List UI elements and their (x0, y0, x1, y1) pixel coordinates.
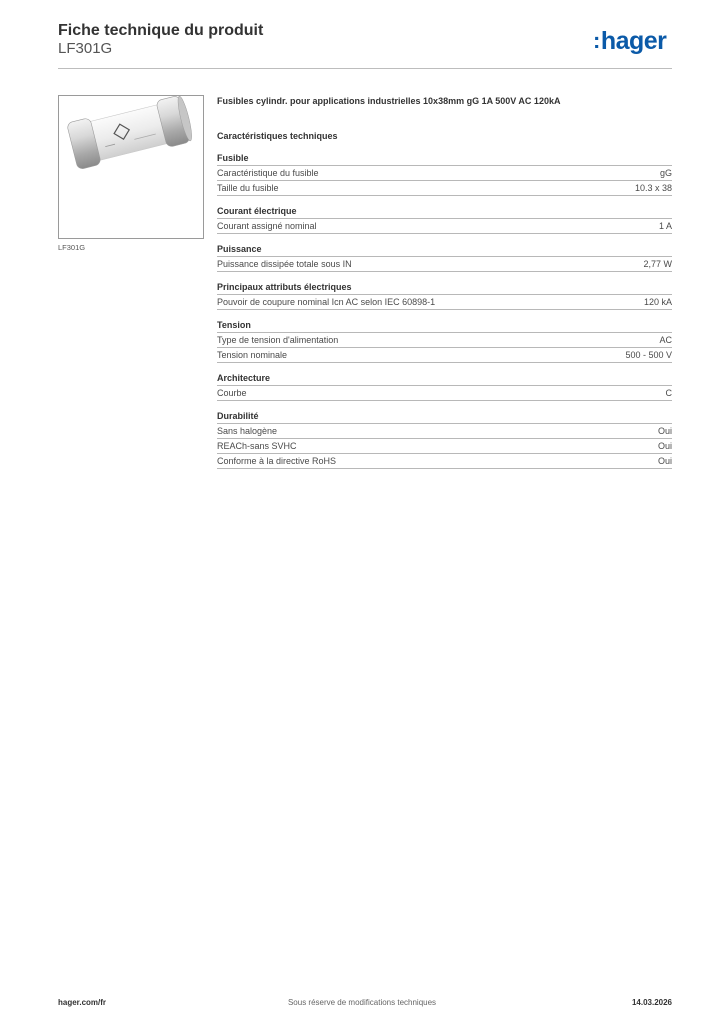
spec-section (217, 242, 672, 272)
spec-label: Puissance dissipée totale sous IN (217, 259, 352, 269)
spec-value: 120 kA (643, 297, 672, 307)
spec-row (217, 348, 672, 363)
spec-row (217, 454, 672, 469)
fuse-illustration (59, 96, 203, 238)
spec-label: Taille du fusible (217, 183, 279, 193)
footer-date: 14.03.2026 (631, 998, 672, 1007)
logo-text: hager (600, 27, 667, 55)
spec-section (217, 318, 672, 363)
spec-section (217, 371, 672, 401)
spec-section (217, 204, 672, 234)
spec-row (217, 439, 672, 454)
spec-content (217, 94, 672, 469)
footer-disclaimer: Sous réserve de modifications techniques (287, 998, 437, 1007)
product-description: Fusibles cylindr. pour applications industrielles 10x38mm gG 1A 500V AC 120kA (217, 96, 561, 106)
product-code: LF301G (58, 40, 113, 57)
spec-label: Sans halogène (217, 426, 278, 436)
page-title: Fiche technique du produit (58, 22, 264, 39)
spec-section (217, 151, 672, 196)
section-title: Puissance (217, 242, 672, 257)
section-title: Architecture (217, 371, 672, 386)
spec-row (217, 166, 672, 181)
spec-label: Type de tension d'alimentation (217, 335, 339, 345)
section-title: Tension (217, 318, 672, 333)
section-title: Principaux attributs électriques (217, 280, 672, 295)
spec-section (217, 280, 672, 310)
spec-value: 10.3 x 38 (634, 183, 672, 193)
spec-row (217, 333, 672, 348)
footer-website-link[interactable]: hager.com/fr (58, 998, 107, 1007)
tech-specs-title: Caractéristiques techniques (217, 131, 338, 141)
spec-value: Oui (657, 426, 672, 436)
spec-value: AC (659, 335, 672, 345)
spec-label: Caractéristique du fusible (217, 168, 319, 178)
section-title: Durabilité (217, 409, 672, 424)
spec-label: Pouvoir de coupure nominal Icn AC selon IEC 60898-1 (217, 297, 436, 307)
section-title: Fusible (217, 151, 672, 166)
spec-value: 2,77 W (643, 259, 672, 269)
spec-row (217, 257, 672, 272)
spec-label: Conforme à la directive RoHS (217, 456, 337, 466)
spec-row (217, 219, 672, 234)
spec-label: Courbe (217, 388, 247, 398)
product-image (58, 95, 204, 239)
spec-section (217, 409, 672, 469)
spec-row (217, 424, 672, 439)
spec-value: 1 A (658, 221, 672, 231)
spec-value: gG (659, 168, 672, 178)
image-caption: LF301G (58, 243, 86, 252)
spec-value: C (665, 388, 672, 398)
spec-row (217, 181, 672, 196)
spec-row (217, 386, 672, 401)
section-title: Courant électrique (217, 204, 672, 219)
spec-label: REACh-sans SVHC (217, 441, 297, 451)
hager-logo[interactable]: :hager (593, 27, 667, 55)
spec-label: Courant assigné nominal (217, 221, 317, 231)
spec-value: 500 - 500 V (625, 350, 672, 360)
spec-row (217, 295, 672, 310)
spec-label: Tension nominale (217, 350, 288, 360)
spec-value: Oui (657, 441, 672, 451)
header-divider (58, 68, 672, 69)
spec-value: Oui (657, 456, 672, 466)
